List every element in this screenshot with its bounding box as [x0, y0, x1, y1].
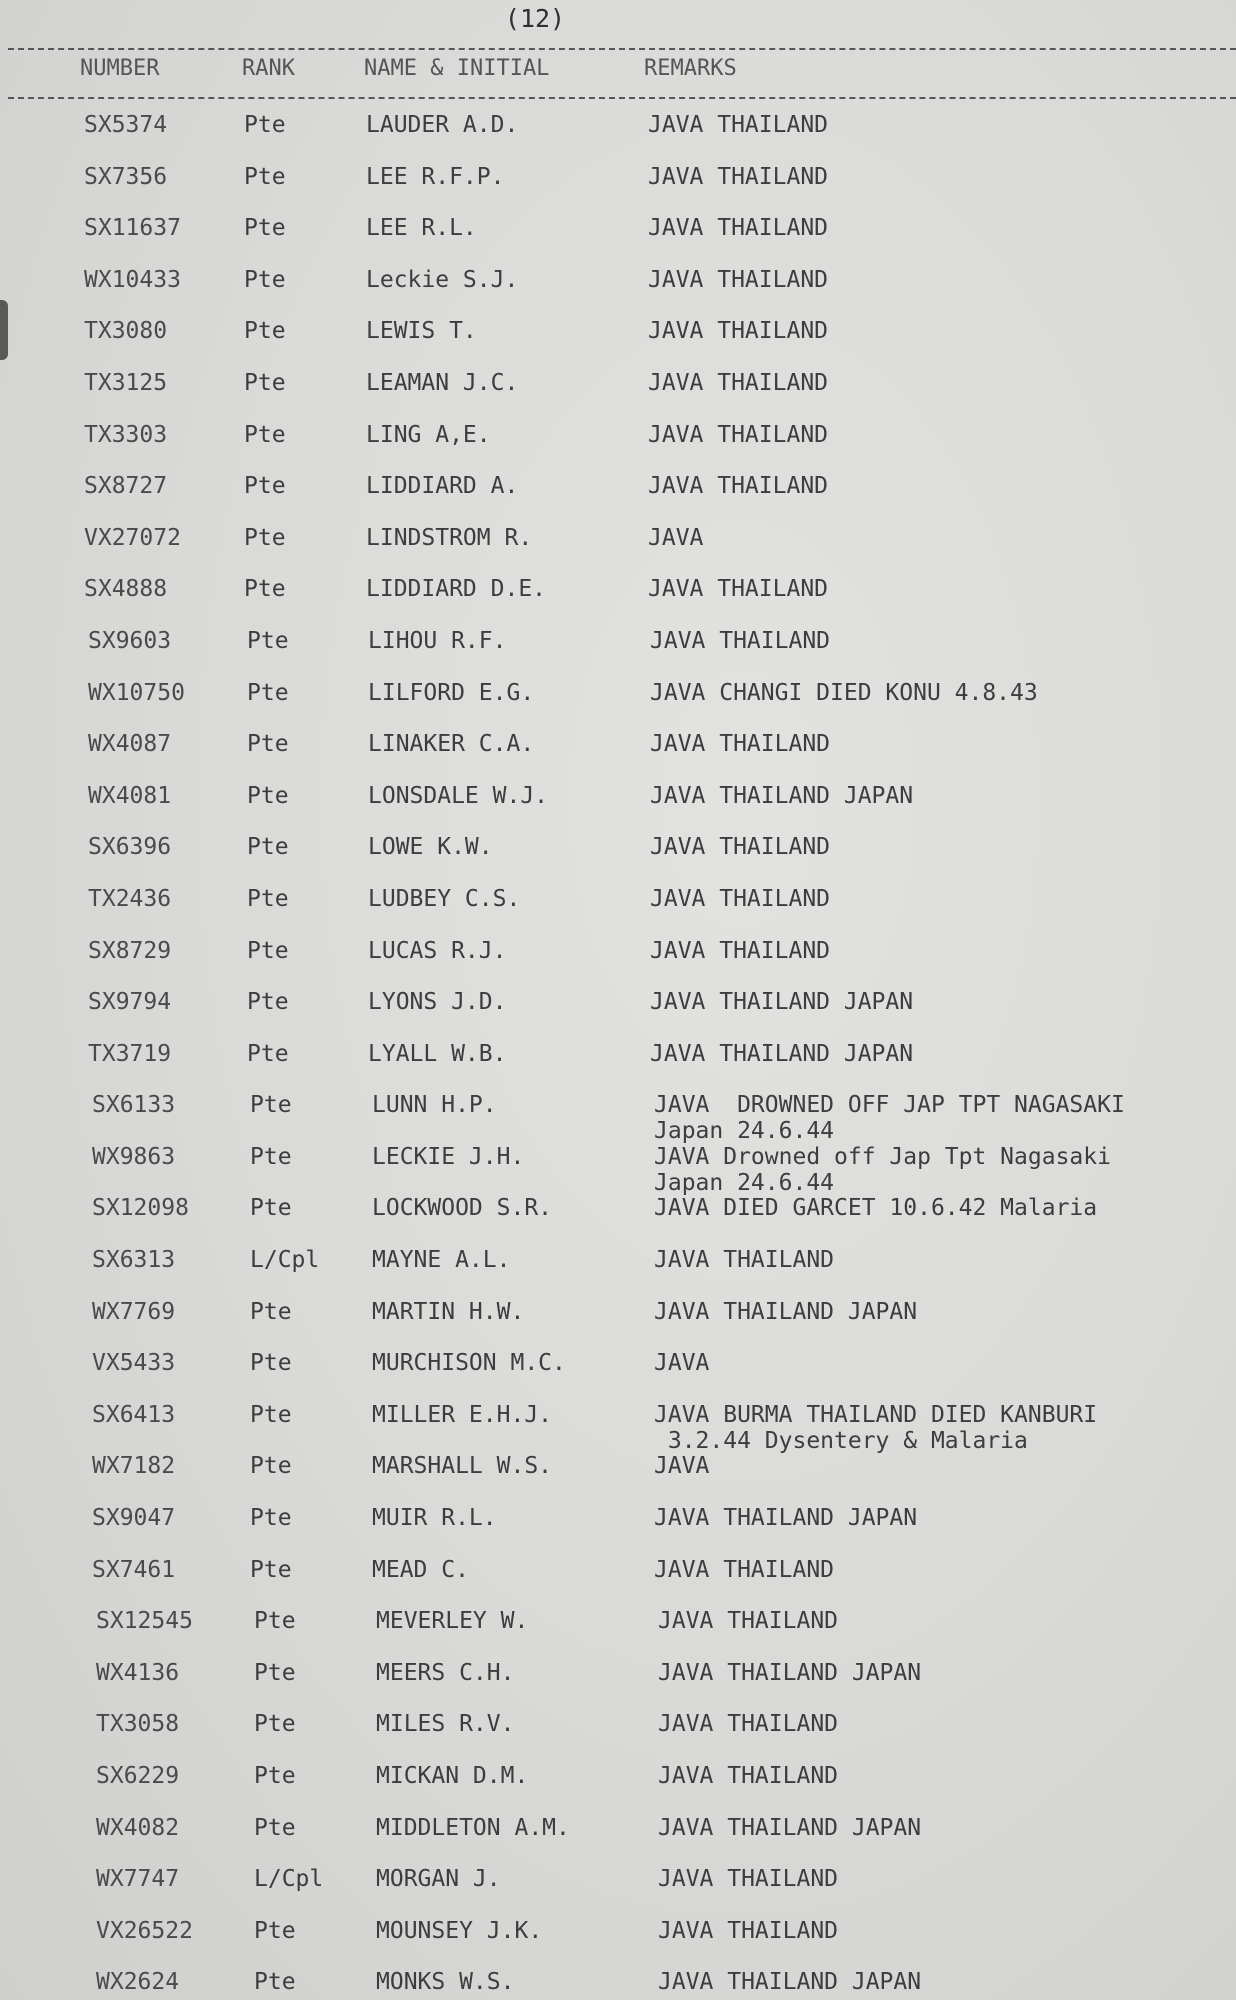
remarks: JAVA THAILAND JAPAN — [658, 1659, 922, 1686]
soldier-name: LYONS J.D. — [368, 989, 507, 1016]
remarks: JAVA — [654, 1350, 710, 1377]
table-row — [0, 1755, 1236, 1807]
remarks: JAVA THAILAND — [648, 163, 829, 190]
table-row — [0, 1187, 1236, 1239]
remarks: JAVA THAILAND — [650, 885, 831, 912]
service-number: VX26522 — [96, 1917, 193, 1944]
remarks: JAVA CHANGI DIED KONU 4.8.43 — [650, 679, 1038, 706]
service-number: TX3719 — [88, 1040, 172, 1067]
rank: Pte — [244, 524, 286, 551]
service-number: VX5433 — [92, 1350, 176, 1377]
rank: Pte — [247, 627, 289, 654]
service-number: TX2436 — [88, 885, 172, 912]
service-number: SX6396 — [88, 834, 172, 861]
rank: Pte — [244, 215, 286, 242]
remarks: JAVA THAILAND — [650, 937, 831, 964]
service-number: SX7356 — [84, 163, 168, 190]
soldier-name: LIDDIARD D.E. — [366, 576, 547, 603]
soldier-name: LIHOU R.F. — [368, 627, 507, 654]
table-row — [0, 517, 1236, 569]
remarks: JAVA THAILAND — [648, 473, 829, 500]
rank: Pte — [250, 1143, 292, 1170]
soldier-name: MEERS C.H. — [376, 1659, 515, 1686]
soldier-name: MOUNSEY J.K. — [376, 1917, 543, 1944]
remarks: JAVA THAILAND — [648, 112, 829, 138]
table-row — [0, 1136, 1236, 1196]
remarks: JAVA BURMA THAILAND DIED KANBURI 3.2.44 Dysentery & Malaria — [654, 1401, 1098, 1454]
soldier-name: Leckie S.J. — [366, 266, 519, 293]
service-number: SX9603 — [88, 627, 172, 654]
soldier-name: MARSHALL W.S. — [372, 1453, 553, 1480]
table-row — [0, 1342, 1236, 1394]
remarks: JAVA THAILAND — [650, 834, 831, 861]
remarks: JAVA THAILAND — [654, 1247, 835, 1274]
service-number: SX4888 — [84, 576, 168, 603]
service-number: SX6133 — [92, 1092, 176, 1119]
rank: Pte — [244, 576, 286, 603]
rank: Pte — [250, 1350, 292, 1377]
service-number: WX7769 — [92, 1298, 176, 1325]
table-header — [0, 56, 1236, 92]
rank: Pte — [254, 1608, 296, 1635]
soldier-name: LAUDER A.D. — [366, 112, 519, 138]
rank: Pte — [244, 421, 286, 448]
rank: Pte — [244, 318, 286, 345]
soldier-name: MEVERLEY W. — [376, 1608, 529, 1635]
service-number: SX7461 — [92, 1556, 176, 1583]
service-number: SX12545 — [96, 1608, 193, 1635]
service-number: SX8727 — [84, 473, 168, 500]
rank: Pte — [247, 731, 289, 758]
table-row — [0, 465, 1236, 517]
table-row — [0, 259, 1236, 311]
remarks: JAVA THAILAND — [648, 369, 829, 396]
rank: Pte — [250, 1092, 292, 1119]
table-row — [0, 1033, 1236, 1085]
service-number: SX6313 — [92, 1247, 176, 1274]
table-row — [0, 104, 1236, 156]
table-row — [0, 156, 1236, 208]
remarks: JAVA THAILAND — [650, 627, 831, 654]
rank: Pte — [247, 834, 289, 861]
table-row — [0, 1084, 1236, 1145]
rank: Pte — [254, 1969, 296, 1996]
soldier-name: MURCHISON M.C. — [372, 1350, 566, 1377]
service-number: WX10433 — [84, 266, 181, 293]
service-number: SX6413 — [92, 1401, 176, 1428]
table-row — [0, 826, 1236, 878]
rank: Pte — [254, 1917, 296, 1944]
remarks: JAVA — [648, 524, 704, 551]
remarks: JAVA THAILAND — [648, 421, 829, 448]
remarks: JAVA THAILAND JAPAN — [654, 1298, 918, 1325]
rank: Pte — [244, 112, 286, 138]
soldier-name: MEAD C. — [372, 1556, 469, 1583]
service-number: SX12098 — [92, 1195, 189, 1222]
table-row — [0, 620, 1236, 672]
rank: Pte — [254, 1711, 296, 1738]
remarks: JAVA DIED GARCET 10.6.42 Malaria — [654, 1195, 1098, 1222]
table-row — [0, 1445, 1236, 1497]
table-row — [0, 1807, 1236, 1859]
soldier-name: MUIR R.L. — [372, 1505, 497, 1532]
remarks: JAVA THAILAND JAPAN — [650, 1040, 914, 1067]
service-number: SX6229 — [96, 1763, 180, 1789]
service-number: SX9047 — [92, 1505, 176, 1532]
table-row — [0, 672, 1236, 724]
soldier-name: LEWIS T. — [366, 318, 477, 345]
soldier-name: LONSDALE W.J. — [368, 782, 549, 809]
header-name: NAME & INITIAL — [364, 56, 550, 81]
soldier-name: LUDBEY C.S. — [368, 885, 521, 912]
remarks: JAVA THAILAND — [648, 266, 829, 293]
service-number: WX7182 — [92, 1453, 176, 1480]
remarks: JAVA — [654, 1453, 710, 1480]
rank: L/Cpl — [254, 1866, 324, 1893]
rank: Pte — [250, 1453, 292, 1480]
header-number: NUMBER — [80, 56, 160, 81]
rank: L/Cpl — [250, 1247, 320, 1274]
remarks: JAVA THAILAND — [648, 318, 829, 345]
soldier-name: MARTIN H.W. — [372, 1298, 525, 1325]
table-row — [0, 878, 1236, 930]
soldier-name: MONKS W.S. — [376, 1969, 515, 1996]
soldier-name: LING A,E. — [366, 421, 491, 448]
rank: Pte — [244, 473, 286, 500]
service-number: TX3080 — [84, 318, 168, 345]
roster-table — [0, 104, 1236, 2000]
service-number: SX8729 — [88, 937, 172, 964]
dashed-rule-top — [8, 48, 1236, 50]
rank: Pte — [244, 369, 286, 396]
remarks: JAVA THAILAND — [648, 215, 829, 242]
table-row — [0, 1497, 1236, 1549]
remarks: JAVA THAILAND — [650, 731, 831, 758]
service-number: VX27072 — [84, 524, 181, 551]
soldier-name: LIDDIARD A. — [366, 473, 519, 500]
remarks: JAVA THAILAND — [658, 1711, 839, 1738]
remarks: JAVA THAILAND — [648, 576, 829, 603]
remarks: JAVA THAILAND — [658, 1608, 839, 1635]
table-row — [0, 310, 1236, 362]
soldier-name: MICKAN D.M. — [376, 1763, 529, 1789]
rank: Pte — [247, 885, 289, 912]
header-remarks: REMARKS — [644, 56, 737, 81]
table-row — [0, 1858, 1236, 1910]
soldier-name: LEAMAN J.C. — [366, 369, 519, 396]
service-number: WX4082 — [96, 1814, 180, 1841]
service-number: WX9863 — [92, 1143, 176, 1170]
service-number: WX4087 — [88, 731, 172, 758]
table-row — [0, 1910, 1236, 1962]
soldier-name: MILLER E.H.J. — [372, 1401, 553, 1428]
dashed-rule-header — [8, 97, 1236, 99]
remarks: JAVA THAILAND JAPAN — [658, 1969, 922, 1996]
soldier-name: MILES R.V. — [376, 1711, 515, 1738]
rank: Pte — [254, 1763, 296, 1789]
soldier-name: MORGAN J. — [376, 1866, 501, 1893]
table-row — [0, 1239, 1236, 1291]
service-number: TX3303 — [84, 421, 168, 448]
rank: Pte — [250, 1556, 292, 1583]
rank: Pte — [244, 266, 286, 293]
remarks: JAVA DROWNED OFF JAP TPT NAGASAKI Japan 24.6.44 — [654, 1092, 1125, 1145]
table-row — [0, 723, 1236, 775]
soldier-name: LOWE K.W. — [368, 834, 493, 861]
soldier-name: LINAKER C.A. — [368, 731, 535, 758]
service-number: TX3058 — [96, 1711, 180, 1738]
table-row — [0, 1961, 1236, 2000]
table-row — [0, 1549, 1236, 1601]
service-number: WX7747 — [96, 1866, 180, 1893]
table-row — [0, 981, 1236, 1033]
rank: Pte — [247, 937, 289, 964]
rank: Pte — [254, 1659, 296, 1686]
soldier-name: LUCAS R.J. — [368, 937, 507, 964]
rank: Pte — [250, 1401, 292, 1428]
soldier-name: LILFORD E.G. — [368, 679, 535, 706]
soldier-name: LEE R.F.P. — [366, 163, 505, 190]
service-number: WX4136 — [96, 1659, 180, 1686]
table-row — [0, 568, 1236, 620]
table-row — [0, 362, 1236, 414]
remarks: JAVA THAILAND — [654, 1556, 835, 1583]
remarks: JAVA THAILAND JAPAN — [654, 1505, 918, 1532]
table-row — [0, 775, 1236, 827]
rank: Pte — [254, 1814, 296, 1841]
rank: Pte — [250, 1505, 292, 1532]
rank: Pte — [247, 679, 289, 706]
remarks: JAVA THAILAND — [658, 1866, 839, 1893]
table-row — [0, 1394, 1236, 1454]
table-row — [0, 930, 1236, 982]
soldier-name: LECKIE J.H. — [372, 1143, 525, 1170]
rank: Pte — [247, 1040, 289, 1067]
soldier-name: LINDSTROM R. — [366, 524, 533, 551]
rank: Pte — [244, 163, 286, 190]
service-number: TX3125 — [84, 369, 168, 396]
soldier-name: MAYNE A.L. — [372, 1247, 511, 1274]
rank: Pte — [250, 1195, 292, 1222]
table-row — [0, 414, 1236, 466]
service-number: SX5374 — [84, 112, 168, 138]
service-number: SX9794 — [88, 989, 172, 1016]
table-row — [0, 1703, 1236, 1755]
remarks: JAVA THAILAND — [658, 1917, 839, 1944]
service-number: WX2624 — [96, 1969, 180, 1996]
table-row — [0, 207, 1236, 259]
rank: Pte — [250, 1298, 292, 1325]
table-row — [0, 1652, 1236, 1704]
header-rank: RANK — [242, 56, 295, 81]
remarks: JAVA THAILAND JAPAN — [650, 989, 914, 1016]
service-number: WX10750 — [88, 679, 185, 706]
soldier-name: LOCKWOOD S.R. — [372, 1195, 553, 1222]
table-row — [0, 1291, 1236, 1343]
remarks: JAVA THAILAND JAPAN — [650, 782, 914, 809]
service-number: WX4081 — [88, 782, 172, 809]
soldier-name: LEE R.L. — [366, 215, 477, 242]
soldier-name: MIDDLETON A.M. — [376, 1814, 570, 1841]
rank: Pte — [247, 989, 289, 1016]
page-number: (12) — [504, 4, 566, 33]
remarks: JAVA THAILAND JAPAN — [658, 1814, 922, 1841]
remarks: JAVA Drowned off Jap Tpt Nagasaki Japan 24.6.44 — [654, 1143, 1111, 1196]
soldier-name: LUNN H.P. — [372, 1092, 497, 1119]
table-row — [0, 1600, 1236, 1652]
service-number: SX11637 — [84, 215, 181, 242]
rank: Pte — [247, 782, 289, 809]
remarks: JAVA THAILAND — [658, 1763, 839, 1789]
soldier-name: LYALL W.B. — [368, 1040, 507, 1067]
